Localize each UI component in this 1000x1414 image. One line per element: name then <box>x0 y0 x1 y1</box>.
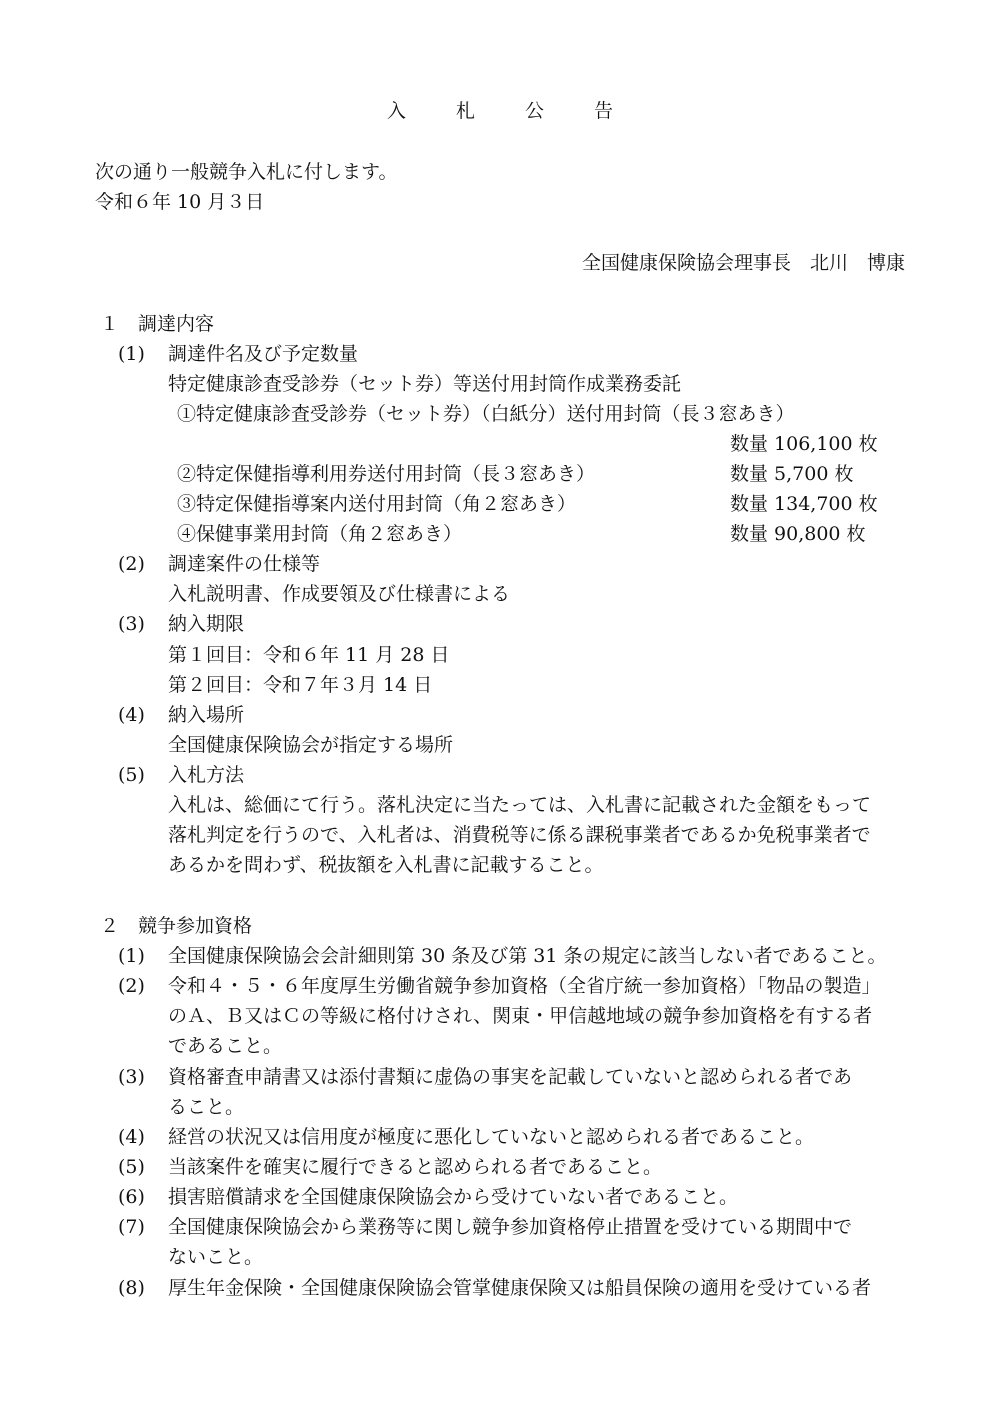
issuer-name: 全国健康保険協会理事長 北川 博康 <box>581 252 905 274</box>
item-number: (2) <box>118 975 145 997</box>
qualification-text: 厚生年金保険・全国健康保険協会管掌健康保険又は船員保険の適用を受けている者 <box>168 1277 872 1299</box>
method-text: あるかを問わず、税抜額を入札書に記載すること。 <box>168 854 604 876</box>
method-text: 入札は、総価にて行う。落札決定に当たっては、入札書に記載された金額をもって <box>168 794 872 816</box>
item-number: (1) <box>118 343 145 365</box>
qualification-text: 当該案件を確実に履行できると認められる者であること。 <box>168 1156 663 1178</box>
item-label: 調達件名及び予定数量 <box>168 343 359 365</box>
deadline-text: 第１回目：令和６年 11 月 28 日 <box>168 644 450 666</box>
product-quantity: 数量 5,700 枚 <box>730 463 854 485</box>
method-text: 落札判定を行うので、入札者は、消費税等に係る課税事業者であるか免税事業者で <box>168 824 871 846</box>
product-name: ②特定保健指導利用券送付用封筒（長３窓あき） <box>177 463 596 485</box>
notice-date: 令和６年 10 月３日 <box>95 191 265 213</box>
item-number: (5) <box>118 1156 145 1178</box>
qualification-text: 損害賠償請求を全国健康保険協会から受けていない者であること。 <box>168 1186 739 1208</box>
page-title: 入 札 公 告 <box>386 100 636 122</box>
item-number: (8) <box>118 1277 145 1299</box>
item-number: (2) <box>118 553 145 575</box>
qualification-text: ないこと。 <box>168 1246 264 1268</box>
qualification-text: 令和４・５・６年度厚生労働省競争参加資格（全省庁統一参加資格）「物品の製造」 <box>168 975 881 997</box>
product-quantity: 数量 134,700 枚 <box>730 493 878 515</box>
qualification-text: 経営の状況又は信用度が極度に悪化していないと認められる者であること。 <box>168 1126 815 1148</box>
product-name: ③特定保健指導案内送付用封筒（角２窓あき） <box>177 493 577 515</box>
product-name: ④保健事業用封筒（角２窓あき） <box>177 523 463 545</box>
qualification-text: 全国健康保険協会から業務等に関し競争参加資格停止措置を受けている期間中で <box>168 1216 853 1238</box>
item-number: (3) <box>118 1066 145 1088</box>
item-number: (1) <box>118 945 145 967</box>
section-2-heading: ２ 競争参加資格 <box>100 915 253 937</box>
product-name: ①特定健康診査受診券（セット券）（白紙分）送付用封筒（長３窓あき） <box>177 403 795 425</box>
item-number: (5) <box>118 764 145 786</box>
item-label: 調達案件の仕様等 <box>168 553 321 575</box>
deadline-text: 第２回目：令和７年３月 14 日 <box>168 674 433 696</box>
procurement-subject: 特定健康診査受診券（セット券）等送付用封筒作成業務委託 <box>168 373 682 395</box>
item-label: 納入場所 <box>168 704 245 726</box>
item-number: (4) <box>118 1126 145 1148</box>
place-text: 全国健康保険協会が指定する場所 <box>168 734 454 756</box>
intro-text: 次の通り一般競争入札に付します。 <box>95 161 398 183</box>
qualification-text: であること。 <box>168 1035 283 1057</box>
item-label: 入札方法 <box>168 764 245 786</box>
item-number: (3) <box>118 613 145 635</box>
item-label: 納入期限 <box>168 613 245 635</box>
section-1-heading: １ 調達内容 <box>100 313 215 335</box>
qualification-text: ること。 <box>168 1096 245 1118</box>
item-number: (7) <box>118 1216 145 1238</box>
qualification-text: 全国健康保険協会会計細則第 30 条及び第 31 条の規定に該当しない者であること。 <box>168 945 887 967</box>
product-quantity: 数量 106,100 枚 <box>730 433 878 455</box>
spec-text: 入札説明書、作成要領及び仕様書による <box>168 583 511 605</box>
qualification-text: 資格審査申請書又は添付書類に虚偽の事実を記載していないと認められる者であ <box>168 1066 853 1088</box>
qualification-text: のＡ、Ｂ又はＣの等級に格付けされ、関東・甲信越地域の競争参加資格を有する者 <box>168 1005 873 1027</box>
item-number: (4) <box>118 704 145 726</box>
product-quantity: 数量 90,800 枚 <box>730 523 866 545</box>
item-number: (6) <box>118 1186 145 1208</box>
